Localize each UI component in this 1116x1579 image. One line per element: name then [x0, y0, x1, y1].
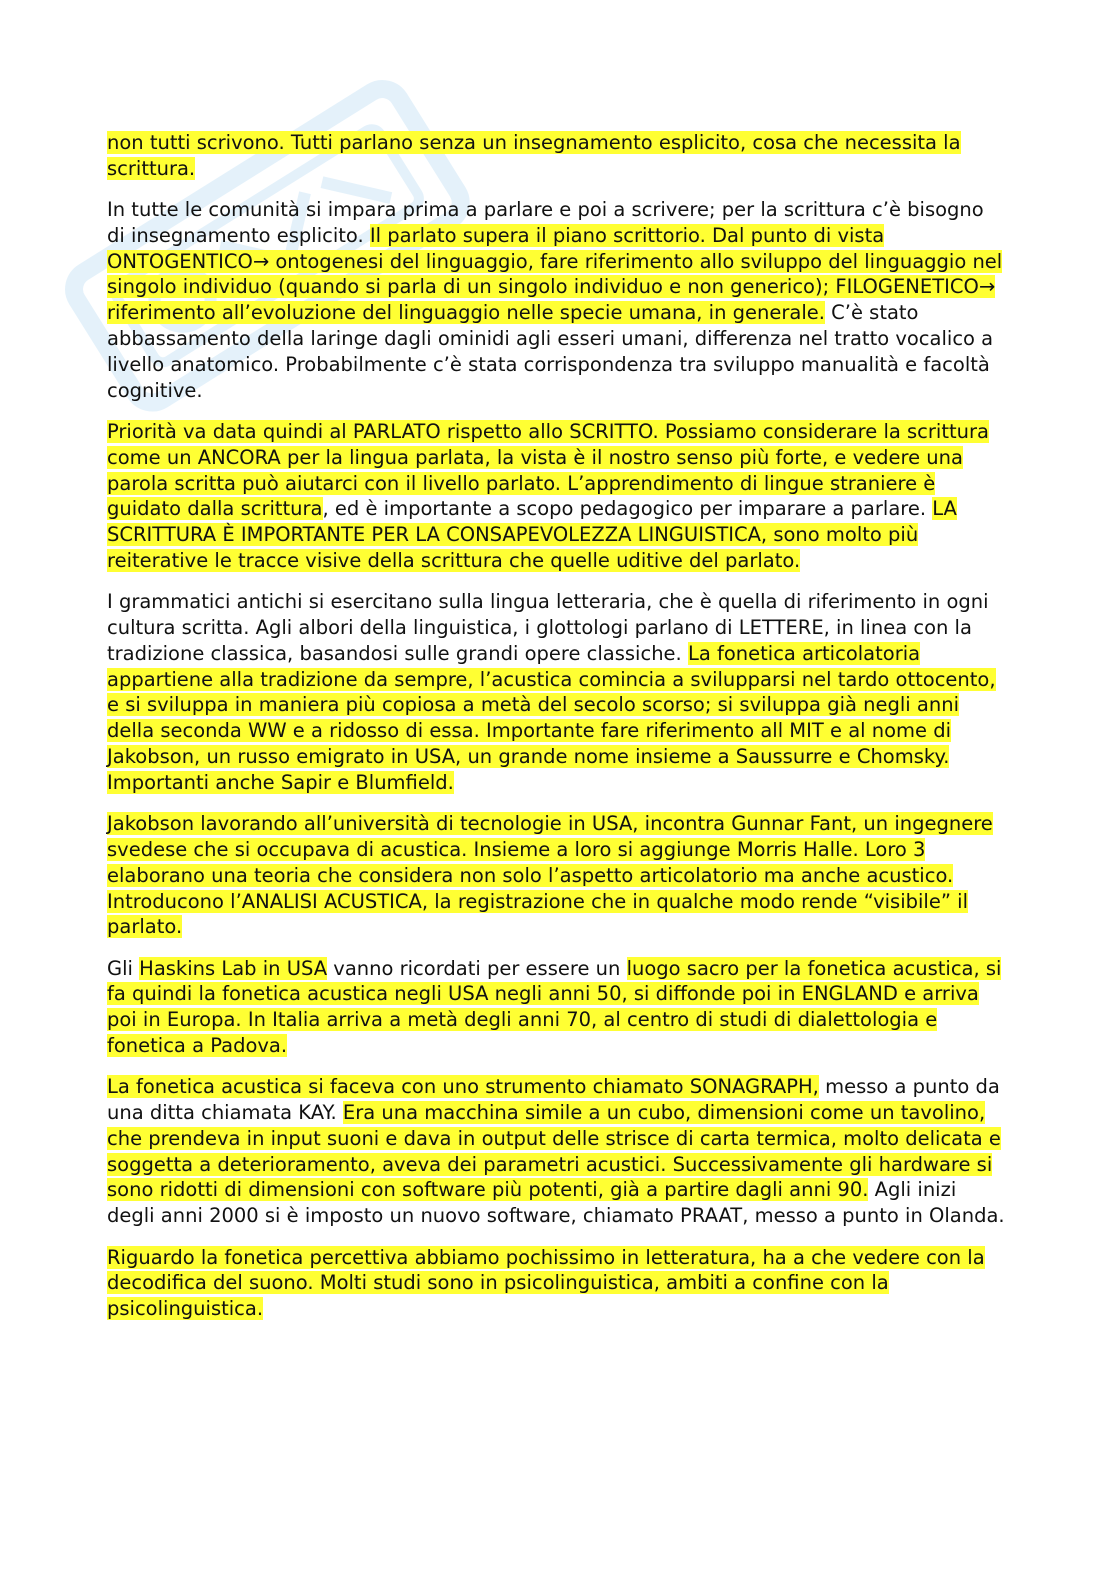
body-text: I grammatici antichi si esercitano sulla lingua letteraria, che è quella di riferimento in ogni cultura scritta. Agli albori della linguistica, i glottologi parlano di LETTERE, in linea con la tradizione classica, basandosi sulle grandi opere classiche.	[107, 590, 989, 665]
paragraph-4	[107, 589, 1007, 795]
document-page	[107, 130, 1007, 1337]
highlighted-text: Il parlato supera il piano scrittorio. Dal punto di vista ONTOGENTICO→ ontogenesi del linguaggio, fare riferimento allo sviluppo del linguaggio nel singolo individuo (quando si parla di un singolo individuo e non generico); FILOGENETICO→ riferimento all’evoluzione del linguaggio nelle specie umana, in generale.	[107, 223, 1003, 325]
highlighted-text: La fonetica acustica si faceva con uno strumento chiamato SONAGRAPH,	[107, 1075, 819, 1099]
paragraph-7	[107, 1074, 1007, 1229]
body-text: Agli inizi degli anni 2000 si è imposto un nuovo software, chiamato PRAAT, messo a punto in Olanda.	[107, 1178, 1005, 1228]
highlighted-text: Era una macchina simile a un cubo, dimensioni come un tavolino, che prendeva in input suoni e dava in output delle strisce di carta termica, molto delicata e soggetta a deterioramento, aveva dei parametri acustici. Successivamente gli hardware si sono ridotti di dimensioni con software più potenti, già a partire dagli anni 90.	[107, 1101, 1001, 1202]
body-text: vanno ricordati per essere un	[327, 956, 627, 980]
highlighted-text: Haskins Lab in USA	[139, 956, 328, 980]
paragraph-5	[107, 811, 1007, 940]
paragraph-8	[107, 1245, 1007, 1322]
body-text: messo a punto da una ditta chiamata KAY.	[107, 1075, 1000, 1125]
paragraph-1	[107, 130, 1007, 182]
body-text: Gli	[107, 956, 140, 980]
highlighted-text: non tutti scrivono. Tutti parlano senza un insegnamento esplicito, cosa che necessita la scrittura.	[107, 131, 961, 180]
highlighted-text: Jakobson lavorando all’università di tecnologie in USA, incontra Gunnar Fant, un ingegnere svedese che si occupava di acustica. Insieme a loro si aggiunge Morris Halle. Loro 3 elaborano una teoria che considera non solo l’aspetto articolatorio ma anche acustico. Introducono l’ANALISI ACUSTICA, la registrazione che in qualche modo rende “visibile” il parlato.	[107, 812, 993, 939]
highlighted-text: Riguardo la fonetica percettiva abbiamo pochissimo in letteratura, ha a che vedere con la decodifica del suono. Molti studi sono in psicolinguistica, ambiti a confine con la psicolinguistica.	[107, 1245, 985, 1321]
body-text: , ed è importante a scopo pedagogico per imparare a parlare.	[322, 497, 933, 521]
paragraph-3	[107, 419, 1007, 574]
highlighted-text: luogo sacro per la fonetica acustica, si fa quindi la fonetica acustica negli USA negli anni 50, si diffonde poi in ENGLAND e arriva poi in Europa. In Italia arriva a metà degli anni 70, al centro di studi di dialettologia e fonetica a Padova.	[107, 956, 1002, 1057]
paragraph-6	[107, 956, 1007, 1059]
highlighted-text: Priorità va data quindi al PARLATO rispetto allo SCRITTO. Possiamo considerare la scrittura come un ANCORA per la lingua parlata, la vista è il nostro senso più forte, e vedere una parola scritta può aiutarci con il livello parlato. L’apprendimento di lingue straniere è guidato dalla scrittura	[107, 419, 989, 521]
paragraph-2	[107, 197, 1007, 403]
highlighted-text: LA SCRITTURA È IMPORTANTE PER LA CONSAPEVOLEZZA LINGUISTICA, sono molto più reiterative le tracce visive della scrittura che quelle uditive del parlato.	[107, 497, 957, 572]
body-text: C’è stato abbassamento della laringe dagli ominidi agli esseri umani, differenza nel tratto vocalico a livello anatomico. Probabilmente c’è stata corrispondenza tra sviluppo manualità e facoltà cognitive.	[107, 301, 994, 402]
body-text: In tutte le comunità si impara prima a parlare e poi a scrivere; per la scrittura c’è bisogno di insegnamento esplicito.	[107, 198, 984, 247]
highlighted-text: La fonetica articolatoria appartiene alla tradizione da sempre, l’acustica comincia a svilupparsi nel tardo ottocento, e si sviluppa in maniera più copiosa a metà del secolo scorso; si sviluppa già negli anni della seconda WW e a ridosso di essa. Importante fare riferimento all MIT e al nome di Jakobson, un russo emigrato in USA, un grande nome insieme a Saussurre e Chomsky. Importanti anche Sapir e Blumfield.	[107, 641, 996, 794]
